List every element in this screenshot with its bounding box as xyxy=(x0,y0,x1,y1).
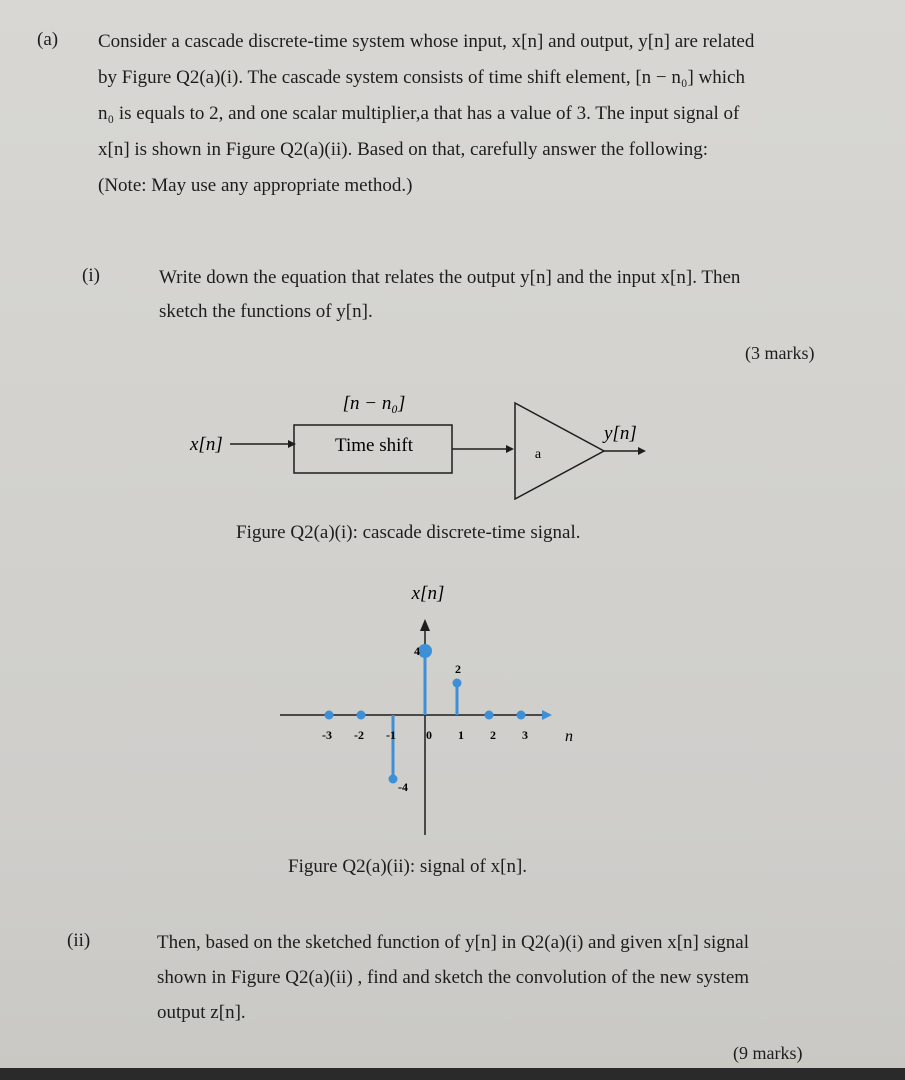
part-i-marks: (3 marks) xyxy=(745,343,815,363)
part-ii-text xyxy=(157,925,749,1030)
part-i-line-2: sketch the functions of y[n]. xyxy=(159,301,373,322)
figure-i-caption: Figure Q2(a)(i): cascade discrete-time signal. xyxy=(236,522,581,543)
x-tick-label: -3 xyxy=(322,728,332,742)
part-a-line-5: (Note: May use any appropriate method.) xyxy=(98,175,413,196)
x-axis-label: n xyxy=(565,728,573,745)
stem-point xyxy=(325,711,334,720)
x-tick-label: -1 xyxy=(386,728,396,742)
x-tick-label: 3 xyxy=(522,728,528,742)
time-shift-label: Time shift xyxy=(335,435,413,456)
output-arrowhead xyxy=(638,447,646,455)
stem-plot xyxy=(270,575,590,840)
part-a-text xyxy=(98,24,754,204)
y-axis-arrowhead xyxy=(420,619,430,631)
part-ii-line-1: Then, based on the sketched function of y[n] in Q2(a)(i) and given x[n] signal xyxy=(157,932,749,953)
stem-point xyxy=(418,644,432,658)
middle-arrowhead xyxy=(506,445,514,453)
part-a-line-3: n₀ is equals to 2, and one scalar multiplier,a that has a value of 3. The input signal of xyxy=(98,103,740,124)
value-label: -4 xyxy=(398,780,408,794)
part-a-line-1: Consider a cascade discrete-time system whose input, x[n] and output, y[n] are related xyxy=(98,31,755,52)
block-diagram xyxy=(180,385,660,505)
figure-ii-caption: Figure Q2(a)(ii): signal of x[n]. xyxy=(288,856,528,877)
plot-title: x[n] xyxy=(411,583,445,604)
x-tick-label: -2 xyxy=(354,728,364,742)
gain-label: a xyxy=(534,447,542,462)
part-a-label: (a) xyxy=(37,29,59,50)
x-tick-label: 1 xyxy=(458,728,464,742)
value-label: 4 xyxy=(414,644,420,658)
part-ii-marks: (9 marks) xyxy=(733,1043,803,1063)
stem-point xyxy=(389,775,398,784)
output-label: y[n] xyxy=(604,423,637,444)
stem-point xyxy=(485,711,494,720)
stem-point xyxy=(517,711,526,720)
part-a-line-4: x[n] is shown in Figure Q2(a)(ii). Based on that, carefully answer the following: xyxy=(98,139,708,160)
part-i-label: (i) xyxy=(82,265,100,286)
stem-point xyxy=(357,711,366,720)
multiplier-triangle xyxy=(515,403,604,499)
part-a-line-2: by Figure Q2(a)(i). The cascade system consists of time shift element, [n − n₀] which xyxy=(98,67,745,88)
part-i-line-1: Write down the equation that relates the output y[n] and the input x[n]. Then xyxy=(159,267,741,288)
x-axis-arrowhead xyxy=(542,710,552,720)
x-tick-label: 0 xyxy=(426,728,432,742)
input-label: x[n] xyxy=(190,434,223,455)
part-i-text xyxy=(159,261,740,329)
value-label: 2 xyxy=(455,662,461,676)
part-ii-line-3: output z[n]. xyxy=(157,1002,246,1023)
input-arrowhead xyxy=(288,440,296,448)
shift-label: [n − n₀] xyxy=(342,393,406,414)
part-ii-label: (ii) xyxy=(67,930,91,951)
part-ii-line-2: shown in Figure Q2(a)(ii) , find and sketch the convolution of the new system xyxy=(157,967,750,988)
screen-edge xyxy=(0,1068,905,1080)
stem-point xyxy=(453,679,462,688)
x-tick-label: 2 xyxy=(490,728,496,742)
